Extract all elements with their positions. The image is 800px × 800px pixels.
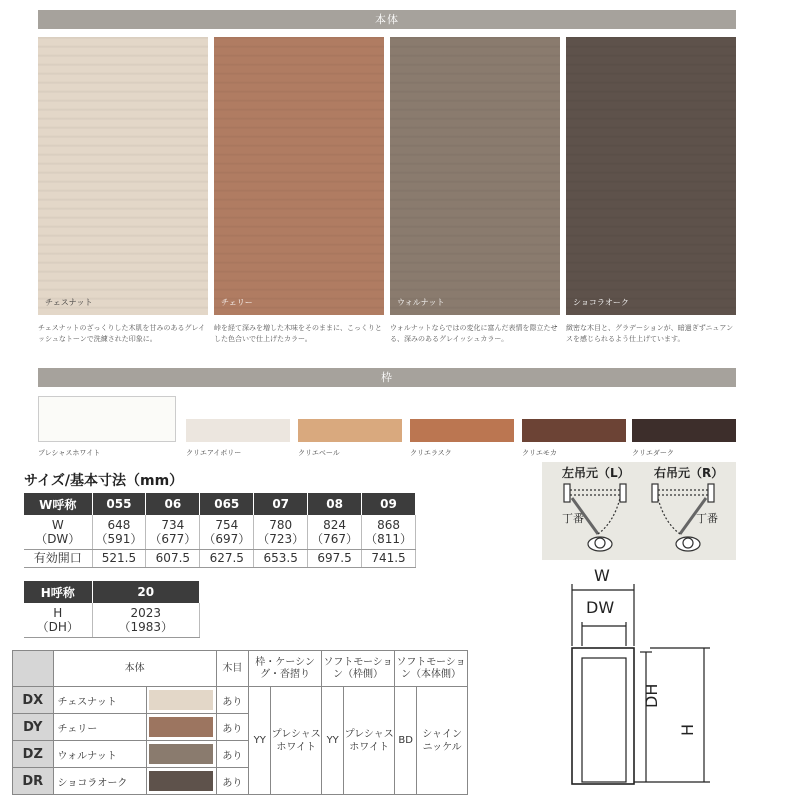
spec-code: DX: [13, 687, 54, 714]
spec-name: ショコラオーク: [53, 768, 146, 795]
open-value: 653.5: [254, 549, 308, 567]
frame-label: クリエラスク: [410, 449, 452, 457]
spec-grain: あり: [216, 741, 248, 768]
h-label-cell: [24, 603, 92, 637]
right-hinge-title: 右吊元（R）: [654, 466, 724, 480]
h-value: 2023: [130, 605, 162, 620]
open-value: 627.5: [200, 549, 254, 567]
h-code: 20: [92, 581, 200, 603]
dw-value: （767）: [311, 531, 359, 546]
open-label: 有効開口: [24, 549, 92, 567]
spec-header-grain: 木目: [216, 651, 248, 687]
w-cell: [362, 515, 416, 549]
spec-grain: あり: [216, 714, 248, 741]
spec-name: チェリー: [53, 714, 146, 741]
dw-value: （723）: [257, 531, 305, 546]
frame-swatch: [522, 419, 626, 442]
w-code-header: W呼称: [24, 493, 92, 515]
frame-label: プレシャスホワイト: [38, 449, 101, 457]
left-hinge-title: 左吊元（L）: [562, 466, 630, 480]
swatch-cherry: [214, 37, 384, 315]
w-cell: [200, 515, 254, 549]
dw-value: （811）: [365, 531, 412, 546]
h-code-header: H呼称: [24, 581, 92, 603]
width-table-header: [24, 493, 416, 515]
spec-header-frame: 枠・ケーシング・沓摺り: [249, 651, 322, 687]
spec-corner: [13, 651, 54, 687]
w-cell: [308, 515, 362, 549]
w-cell: [146, 515, 200, 549]
dim-dw: DW: [586, 598, 615, 617]
dw-value: （591）: [95, 531, 143, 546]
spec-table-header: [13, 651, 468, 687]
swatch-desc: ウォルナットならではの変化に富んだ表情を際立たせる、深みのあるグレイッシュカラー。: [390, 324, 558, 343]
w-value: 734: [161, 517, 185, 532]
spec-swatch-cell: [146, 741, 216, 768]
w-label: W: [51, 517, 64, 532]
dw-label: （DW）: [35, 531, 81, 546]
w-value: 648: [107, 517, 131, 532]
w-cell: [92, 515, 146, 549]
spec-swatch: [149, 771, 213, 791]
dim-w: W: [594, 566, 610, 585]
height-table-header: [24, 581, 200, 603]
frame-swatch: [632, 419, 736, 442]
frame-swatch: [298, 419, 402, 442]
w-value: 824: [323, 517, 347, 532]
width-table: [24, 493, 416, 568]
spec-swatch-cell: [146, 714, 216, 741]
section-bar-body-label: 本体: [375, 13, 399, 26]
swatch-desc: チェスナットのざっくりした木肌を甘みのあるグレイッシュなトーンで洗練された印象に。: [38, 324, 206, 343]
height-table: [24, 581, 200, 638]
spec-header-soft-frame: ソフトモーション（枠側）: [322, 651, 395, 687]
dw-value: （697）: [203, 531, 251, 546]
dh-value: （1983）: [118, 619, 174, 634]
spec-code: DY: [13, 714, 54, 741]
hinge-diagram: [542, 462, 736, 560]
swatch-chocolate-oak: [566, 37, 736, 315]
spec-grain: あり: [216, 687, 248, 714]
soft-body-code: BD: [394, 687, 416, 795]
frame-code: YY: [249, 687, 271, 795]
frame-swatch: [38, 396, 176, 442]
table-row: [24, 603, 200, 637]
w-code: 055: [92, 493, 146, 515]
frame-swatch: [186, 419, 290, 442]
section-bar-frame: [38, 368, 736, 387]
table-row: [24, 549, 416, 567]
frame-label: クリエアイボリー: [186, 449, 242, 457]
w-value: 868: [377, 517, 400, 532]
spec-header-body: 本体: [53, 651, 216, 687]
spec-code: DR: [13, 768, 54, 795]
spec-header-soft-body: ソフトモーション（本体側）: [394, 651, 467, 687]
open-value: 697.5: [308, 549, 362, 567]
dh-label: （DH）: [36, 619, 79, 634]
soft-frame-code: YY: [322, 687, 344, 795]
spec-swatch-cell: [146, 687, 216, 714]
frame-label: クリエダーク: [632, 449, 674, 457]
spec-name: チェスナット: [53, 687, 146, 714]
table-row: [24, 515, 416, 549]
frame-label: クリエベール: [298, 449, 340, 457]
soft-frame-name: プレシャスホワイト: [344, 687, 395, 795]
h-cell: [92, 603, 200, 637]
swatch-label: チェスナット: [45, 298, 93, 307]
size-title: サイズ/基本寸法（mm）: [24, 473, 184, 489]
swatch-walnut: [390, 37, 560, 315]
w-code: 065: [200, 493, 254, 515]
w-code: 06: [146, 493, 200, 515]
spec-name: ウォルナット: [53, 741, 146, 768]
swatch-desc: 緻密な木目と、グラデーションが、暗過ぎずニュアンスを感じられるよう仕上げています。: [566, 324, 734, 343]
spec-swatch-cell: [146, 768, 216, 795]
section-bar-frame-label: 枠: [381, 371, 393, 384]
frame-label: クリエモカ: [522, 449, 557, 457]
soft-body-name: シャインニッケル: [417, 687, 468, 795]
swatch-label: チェリー: [221, 298, 253, 307]
open-value: 741.5: [362, 549, 416, 567]
swatch-desc: 峠を経て深みを増した木味をそのままに、こっくりとした色合いで仕上げたカラー。: [214, 324, 382, 343]
w-cell: [254, 515, 308, 549]
w-code: 09: [362, 493, 416, 515]
spec-swatch: [149, 717, 213, 737]
frame-name: プレシャスホワイト: [271, 687, 322, 795]
w-code: 08: [308, 493, 362, 515]
swatch-chestnut: [38, 37, 208, 315]
spec-table: [12, 650, 468, 795]
h-label: H: [53, 605, 63, 620]
dw-value: （677）: [149, 531, 197, 546]
spec-swatch: [149, 690, 213, 710]
table-row: [13, 687, 468, 714]
spec-code: DZ: [13, 741, 54, 768]
open-value: 607.5: [146, 549, 200, 567]
frame-swatch: [410, 419, 514, 442]
swatch-label: ウォルナット: [397, 298, 445, 307]
w-value: 780: [269, 517, 293, 532]
open-value: 521.5: [92, 549, 146, 567]
dim-dh: DH: [642, 683, 661, 708]
spec-swatch: [149, 744, 213, 764]
swatch-label: ショコラオーク: [573, 298, 629, 307]
left-hinge-label: 丁番: [562, 512, 584, 525]
spec-grain: あり: [216, 768, 248, 795]
dim-h: H: [678, 723, 697, 736]
section-bar-body: [38, 10, 736, 29]
w-code: 07: [254, 493, 308, 515]
w-label-cell: [24, 515, 92, 549]
w-value: 754: [215, 517, 239, 532]
right-hinge-label: 丁番: [696, 512, 718, 525]
